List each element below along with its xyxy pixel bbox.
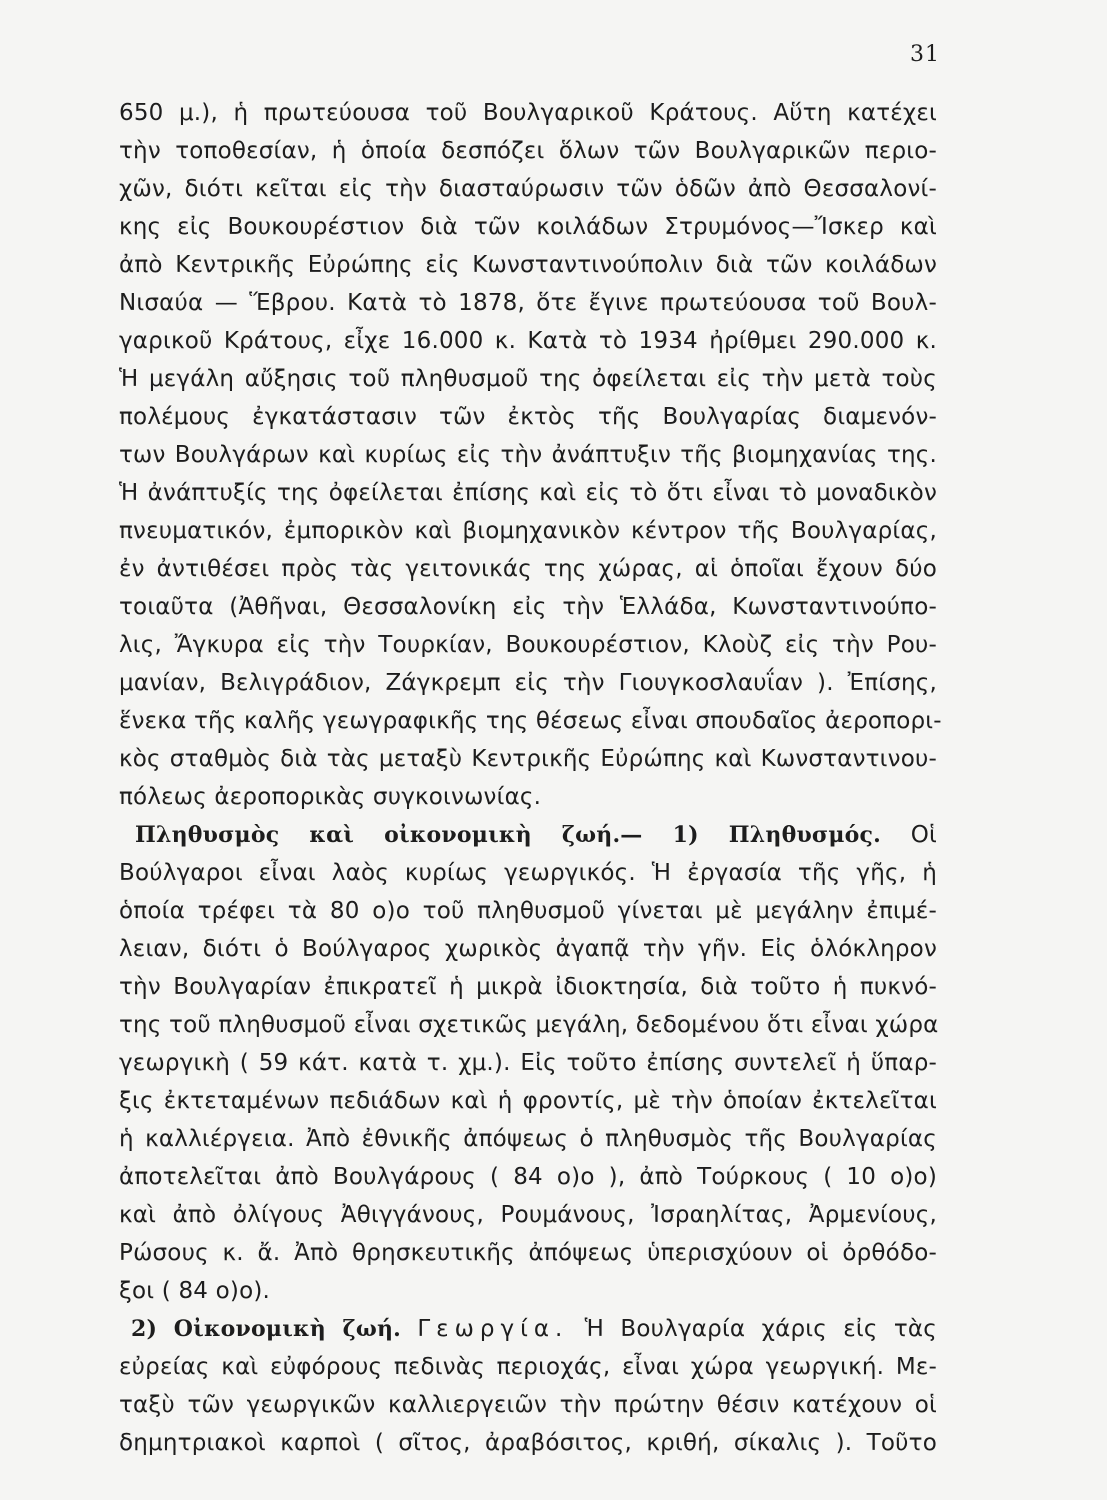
text-line: γαρικοῦ Κράτους, εἶχε 16.000 κ. Κατὰ τὸ 1934 ἠρίθμει 290.000 κ. [119, 328, 937, 354]
text-line: πνευματικόν, ἐμπορικὸν καὶ βιομηχανικὸν κέντρον τῆς Βουλγαρίας, [119, 518, 937, 544]
text-line: τοιαῦτα (Ἀθῆναι, Θεσσαλονίκη εἰς τὴν Ἑλλάδα, Κωνσταντινούπο- [119, 594, 937, 620]
section-heading-economy [131, 1309, 937, 1350]
text-line: ἡ καλλιέργεια. Ἀπὸ ἐθνικῆς ἀπόψεως ὁ πληθυσμὸς τῆς Βουλγαρίας [119, 1126, 937, 1152]
text-line: ἀποτελεῖται ἀπὸ Βουλγάρους ( 84 ο)ο ), ἀπὸ Τούρκους ( 10 ο)ο) [119, 1164, 937, 1190]
text-line: ξοι ( 84 ο)ο). [119, 1278, 271, 1304]
text-line: πόλεως ἀεροπορικὰς συγκοινωνίας. [119, 784, 542, 810]
text-line: χῶν, διότι κεῖται εἰς τὴν διασταύρωσιν τῶν ὁδῶν ἀπὸ Θεσσαλονί- [119, 176, 937, 202]
text-line: Βούλγαροι εἶναι λαὸς κυρίως γεωργικός. Ἡ ἐργασία τῆς γῆς, ἡ [119, 860, 937, 886]
text-line: ἕνεκα τῆς καλῆς γεωγραφικῆς της θέσεως εἶναι σπουδαῖος ἀεροπορι- [119, 708, 942, 734]
page-number: 31 [910, 42, 940, 67]
text-line: εὐρείας καὶ εὐφόρους πεδινὰς περιοχάς, εἶναι χώρα γεωργική. Με- [119, 1354, 937, 1380]
section-heading: 2) Οἰκονομικὴ ζωή. [131, 1316, 402, 1342]
text-line: ἀπὸ Κεντρικῆς Εὐρώπης εἰς Κωνσταντινούπολιν διὰ τῶν κοιλάδων [119, 252, 937, 278]
text-line: της τοῦ πληθυσμοῦ εἶναι σχετικῶς μεγάλη, δεδομένου ὅτι εἶναι χώρα [119, 1012, 939, 1038]
text-line: Νισαύα — Ἕβρου. Κατὰ τὸ 1878, ὅτε ἔγινε πρωτεύουσα τοῦ Βουλ- [119, 290, 937, 316]
text-line: ταξὺ τῶν γεωργικῶν καλλιεργειῶν τὴν πρώτην θέσιν κατέχουν οἱ [119, 1392, 937, 1418]
text-line: τὴν Βουλγαρίαν ἐπικρατεῖ ἡ μικρὰ ἰδιοκτησία, διὰ τοῦτο ἡ πυκνό- [119, 974, 937, 1000]
text-run: Οἱ [910, 822, 937, 848]
text-line: λειαν, διότι ὁ Βούλγαρος χωρικὸς ἀγαπᾷ τὴν γῆν. Εἰς ὁλόκληρον [119, 936, 937, 962]
text-line: γεωργικὴ ( 59 κάτ. κατὰ τ. χμ.). Εἰς τοῦτο ἐπίσης συντελεῖ ἡ ὕπαρ- [119, 1050, 937, 1076]
text-line: κὸς σταθμὸς διὰ τὰς μεταξὺ Κεντρικῆς Εὐρώπης καὶ Κωνσταντινου- [119, 746, 937, 772]
text-line: μανίαν, Βελιγράδιον, Ζάγκρεμπ εἰς τὴν Γιουγκοσλαυΐαν ). Ἐπίσης, [119, 670, 937, 696]
text-line: τὴν τοποθεσίαν, ἡ ὁποία δεσπόζει ὅλων τῶν Βουλγαρικῶν περιο- [119, 138, 937, 164]
text-line: δημητριακοὶ καρποὶ ( σῖτος, ἀραβόσιτος, κριθή, σίκαλις ). Τοῦτο [119, 1430, 937, 1456]
text-run: Ἡ Βουλγαρία χάρις εἰς τὰς [584, 1316, 937, 1342]
text-line: Ἡ ἀνάπτυξίς της ὀφείλεται ἐπίσης καὶ εἰς τὸ ὅτι εἶναι τὸ μοναδικὸν [119, 480, 937, 506]
text-line: ὁποία τρέφει τὰ 80 ο)ο τοῦ πληθυσμοῦ γίνεται μὲ μεγάλην ἐπιμέ- [119, 898, 937, 924]
section-heading-population [135, 815, 937, 856]
text-line: λις, Ἄγκυρα εἰς τὴν Τουρκίαν, Βουκουρέστιον, Κλοὺζ εἰς τὴν Ρου- [119, 632, 937, 658]
text-line: ξις ἐκτεταμένων πεδιάδων καὶ ἡ φροντίς, μὲ τὴν ὁποίαν ἐκτελεῖται [119, 1088, 937, 1114]
text-line: των Βουλγάρων καὶ κυρίως εἰς τὴν ἀνάπτυξιν τῆς βιομηχανίας της. [119, 442, 937, 468]
section-heading: Πληθυσμὸς καὶ οἰκονομικὴ ζωή.— 1) Πληθυσμός. [135, 822, 881, 848]
text-line: Ρώσους κ. ἄ. Ἀπὸ θρησκευτικῆς ἀπόψεως ὑπερισχύουν οἱ ὀρθόδο- [119, 1240, 937, 1266]
text-line: κης εἰς Βουκουρέστιον διὰ τῶν κοιλάδων Στρυμόνος—Ἴσκερ καὶ [119, 214, 937, 240]
text-line: ἐν ἀντιθέσει πρὸς τὰς γειτονικάς της χώρας, αἱ ὁποῖαι ἔχουν δύο [119, 556, 937, 582]
text-line: καὶ ἀπὸ ὀλίγους Ἀθιγγάνους, Ρουμάνους, Ἰσραηλίτας, Ἀρμενίους, [119, 1202, 937, 1228]
subheading-spaced: Γεωργία. [417, 1316, 569, 1342]
text-line: πολέμους ἐγκατάστασιν τῶν ἐκτὸς τῆς Βουλγαρίας διαμενόν- [119, 404, 937, 430]
text-line: Ἡ μεγάλη αὔξησις τοῦ πληθυσμοῦ της ὀφείλεται εἰς τὴν μετὰ τοὺς [119, 366, 937, 392]
text-line: 650 μ.), ἡ πρωτεύουσα τοῦ Βουλγαρικοῦ Κράτους. Αὕτη κατέχει [119, 100, 937, 126]
